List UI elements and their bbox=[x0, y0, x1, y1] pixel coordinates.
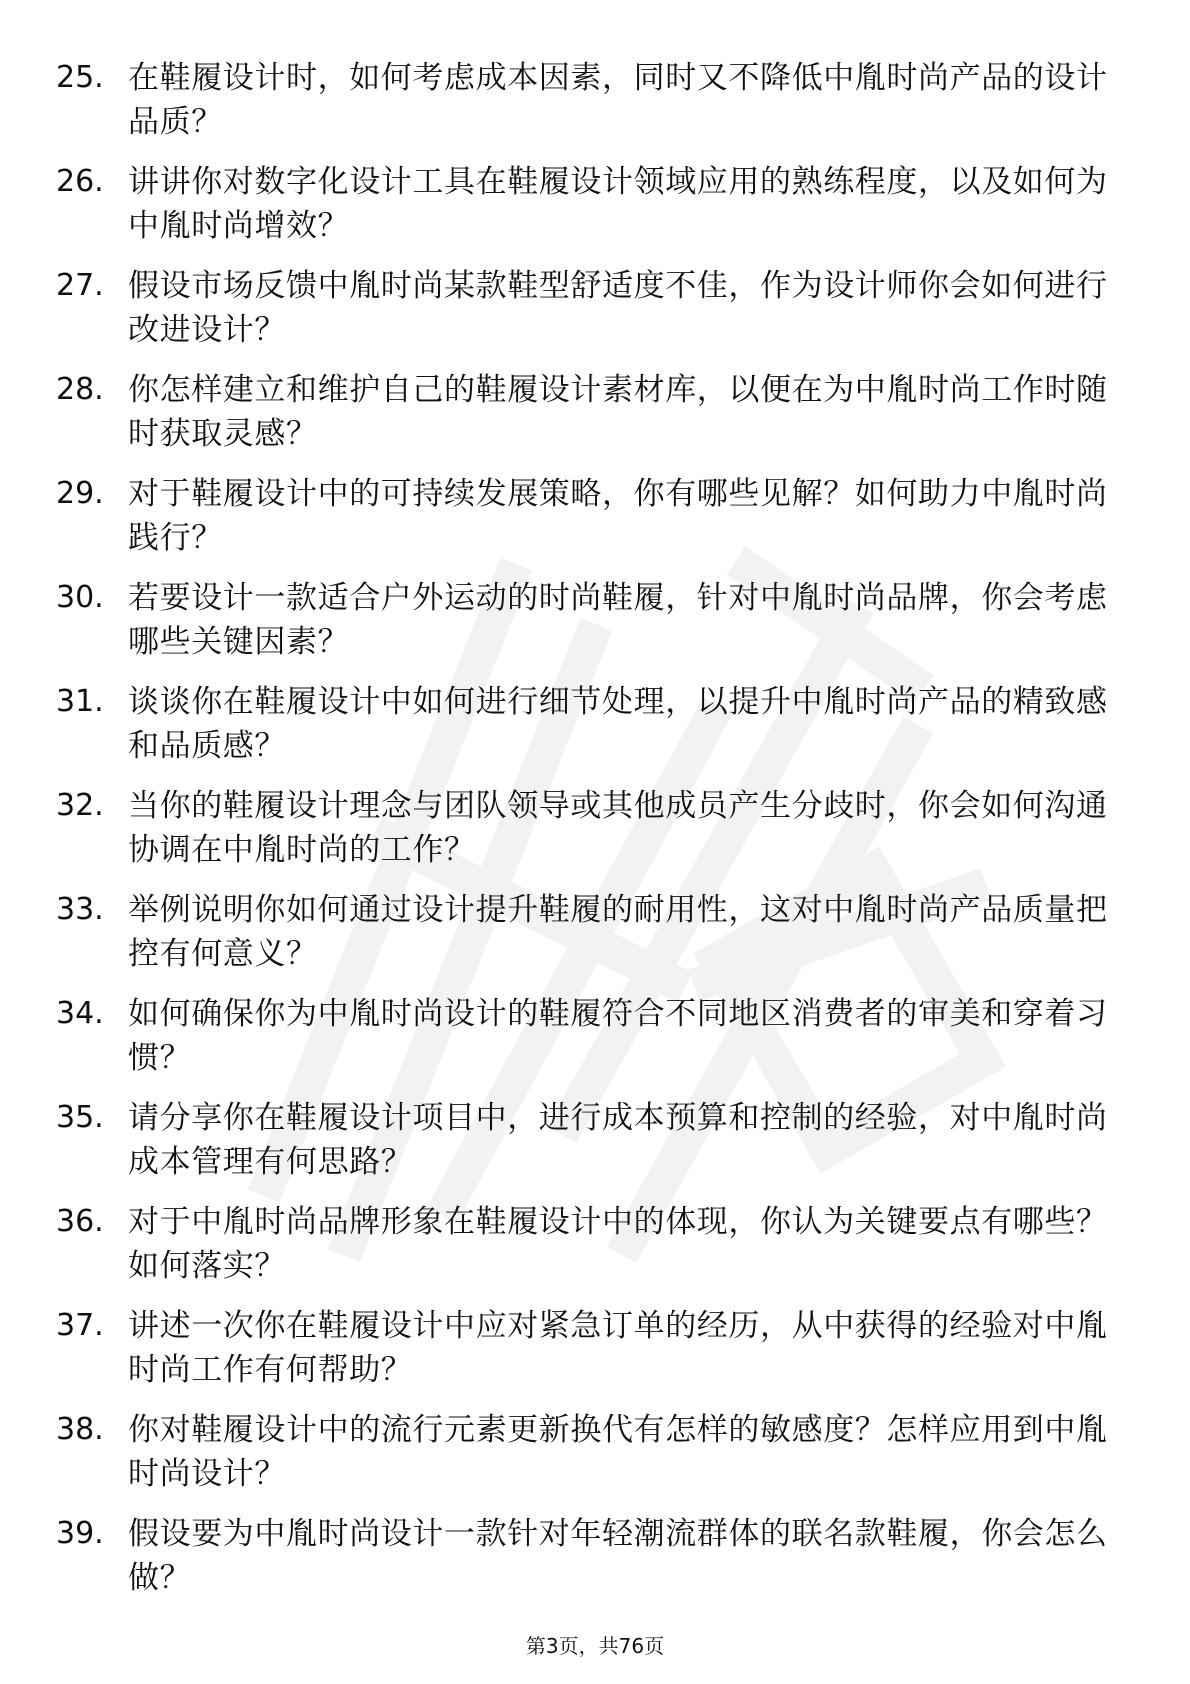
question-text: 若要设计一款适合户外运动的时尚鞋履，针对中胤时尚品牌，你会考虑哪些关键因素？ bbox=[128, 580, 1108, 660]
question-number: 31. bbox=[56, 684, 104, 719]
question-number: 25. bbox=[56, 60, 104, 95]
question-text: 请分享你在鞋履设计项目中，进行成本预算和控制的经验，对中胤时尚成本管理有何思路？ bbox=[128, 1100, 1108, 1180]
question-text: 假设要为中胤时尚设计一款针对年轻潮流群体的联名款鞋履，你会怎么做？ bbox=[128, 1516, 1108, 1596]
question-item bbox=[0, 152, 1190, 256]
question-text: 当你的鞋履设计理念与团队领导或其他成员产生分歧时，你会如何沟通协调在中胤时尚的工作？ bbox=[128, 788, 1108, 868]
question-item bbox=[0, 1192, 1190, 1296]
question-item bbox=[0, 1400, 1190, 1504]
question-list bbox=[0, 48, 1190, 1608]
question-item bbox=[0, 568, 1190, 672]
question-item bbox=[0, 672, 1190, 776]
question-item bbox=[0, 880, 1190, 984]
question-item bbox=[0, 1088, 1190, 1192]
question-number: 33. bbox=[56, 892, 104, 927]
question-item bbox=[0, 464, 1190, 568]
question-text: 对于中胤时尚品牌形象在鞋履设计中的体现，你认为关键要点有哪些？如何落实？ bbox=[128, 1204, 1108, 1284]
question-number: 27. bbox=[56, 268, 104, 303]
question-item bbox=[0, 360, 1190, 464]
question-number: 37. bbox=[56, 1308, 104, 1343]
question-number: 36. bbox=[56, 1204, 104, 1239]
question-item bbox=[0, 256, 1190, 360]
question-item bbox=[0, 776, 1190, 880]
question-number: 30. bbox=[56, 580, 104, 615]
question-number: 32. bbox=[56, 788, 104, 823]
question-number: 35. bbox=[56, 1100, 104, 1135]
question-text: 你对鞋履设计中的流行元素更新换代有怎样的敏感度？怎样应用到中胤时尚设计？ bbox=[128, 1412, 1108, 1492]
question-item bbox=[0, 1504, 1190, 1608]
question-text: 举例说明你如何通过设计提升鞋履的耐用性，这对中胤时尚产品质量把控有何意义？ bbox=[128, 892, 1108, 972]
question-text: 如何确保你为中胤时尚设计的鞋履符合不同地区消费者的审美和穿着习惯？ bbox=[128, 996, 1108, 1076]
question-number: 26. bbox=[56, 164, 104, 199]
question-text: 你怎样建立和维护自己的鞋履设计素材库，以便在为中胤时尚工作时随时获取灵感？ bbox=[128, 372, 1108, 452]
question-text: 假设市场反馈中胤时尚某款鞋型舒适度不佳，作为设计师你会如何进行改进设计？ bbox=[128, 268, 1108, 348]
question-number: 29. bbox=[56, 476, 104, 511]
question-text: 在鞋履设计时，如何考虑成本因素，同时又不降低中胤时尚产品的设计品质？ bbox=[128, 60, 1108, 140]
question-text: 讲述一次你在鞋履设计中应对紧急订单的经历，从中获得的经验对中胤时尚工作有何帮助？ bbox=[128, 1308, 1108, 1388]
question-text: 对于鞋履设计中的可持续发展策略，你有哪些见解？如何助力中胤时尚践行？ bbox=[128, 476, 1108, 556]
question-number: 38. bbox=[56, 1412, 104, 1447]
question-item bbox=[0, 48, 1190, 152]
question-number: 28. bbox=[56, 372, 104, 407]
question-number: 39. bbox=[56, 1516, 104, 1551]
question-text: 讲讲你对数字化设计工具在鞋履设计领域应用的熟练程度，以及如何为中胤时尚增效？ bbox=[128, 164, 1108, 244]
question-item bbox=[0, 984, 1190, 1088]
question-item bbox=[0, 1296, 1190, 1400]
question-text: 谈谈你在鞋履设计中如何进行细节处理，以提升中胤时尚产品的精致感和品质感？ bbox=[128, 684, 1108, 764]
question-number: 34. bbox=[56, 996, 104, 1031]
page-footer: 第3页，共76页 bbox=[525, 1634, 665, 1658]
